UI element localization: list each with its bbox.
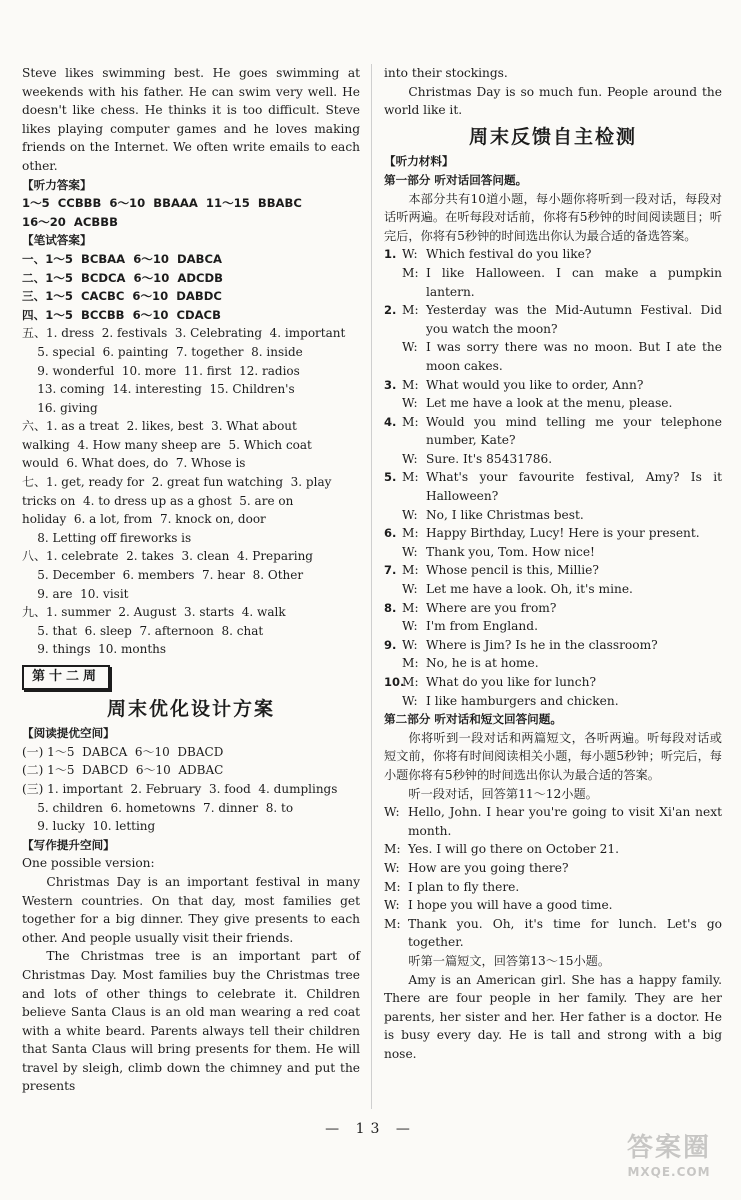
speaker-label: W: [402, 637, 418, 652]
watermark-url: MXQE.COM [627, 1165, 711, 1179]
answer-line: 5. December 6. members 7. hear 8. Other [22, 568, 304, 583]
answer-line: 16～20 ACBBB [22, 214, 118, 229]
answer-line: 四、1～5 BCCBB 6～10 CDACB [22, 307, 221, 322]
dialogue-text: Thank you. Oh, it's time for lunch. Let's go together. [408, 916, 722, 950]
dialogue-line [384, 524, 722, 543]
dialogue-number: 9. [384, 637, 397, 652]
dialogue-line [384, 338, 722, 375]
essay-continuation: into their stockings. [384, 66, 508, 80]
answer-line: (一) 1～5 DABCA 6～10 DBACD [22, 744, 224, 759]
speaker-label: W: [402, 619, 418, 634]
dialogue-text: I like Halloween. I can make a pumpkin lantern. [426, 265, 722, 299]
dialogue-line [384, 896, 722, 915]
dialogue-line [384, 413, 722, 450]
feedback-title: 周末反馈自主检测 [468, 125, 637, 148]
watermark-logo [606, 1132, 732, 1188]
dialog-intro: 听一段对话，回答第11～12小题。 [408, 786, 598, 801]
watermark-text: 答案圈 [626, 1133, 711, 1163]
passage-text: Amy is an American girl. She has a happy family. There are four people in her family. They are her parents, her sister and her. Her father is a doctor. He is busy every day. He is tall and strong with a big nose. [384, 972, 722, 1061]
dialogue-number: 5. [384, 470, 397, 485]
material-header: 【听力材料】 [384, 154, 454, 169]
dialogue-line [384, 636, 722, 655]
dialogue-number: 8. [384, 600, 397, 615]
speaker-label: W: [402, 693, 418, 708]
speaker-label: M: [384, 879, 401, 894]
dialogue-line [384, 840, 722, 859]
section-9 [22, 603, 360, 659]
answer-line: 五、1. dress 2. festivals 3. Celebrating 4. important [22, 326, 346, 341]
section-6 [22, 417, 360, 473]
dialogue-text: How are you going there? [408, 860, 569, 875]
dialogue-line [384, 506, 722, 525]
writing-header: 【写作提升空间】 [22, 837, 115, 852]
dialogue-line [384, 654, 722, 673]
speaker-label: M: [402, 303, 419, 318]
dialogue-two [384, 803, 722, 952]
dialogue-line [384, 692, 722, 711]
dialogue-line [384, 803, 722, 840]
dialogue-number: 7. [384, 563, 397, 578]
intro-paragraph: Steve likes swimming best. He goes swimming at weekends with his father. He can swim very well. He doesn't like chess. He thinks it is too difficult. Steve likes playing computer games and he loves making friends on the Internet. We often write emails to each other. [22, 66, 360, 173]
dialogue-text: Whose pencil is this, Millie? [426, 563, 599, 578]
listening-answers [22, 194, 360, 231]
written-answers-header: 【笔试答案】 [22, 233, 92, 248]
reading-answers [22, 743, 360, 836]
speaker-label: W: [402, 582, 418, 597]
dialogue-line [384, 301, 722, 338]
speaker-label: M: [402, 600, 419, 615]
speaker-label: W: [384, 805, 400, 820]
passage-intro: 听第一篇短文，回答第13～15小题。 [408, 953, 611, 968]
answer-line: 9. wonderful 10. more 11. first 12. radios [22, 363, 300, 378]
dialogue-line [384, 878, 722, 897]
speaker-label: M: [402, 675, 419, 689]
answer-line: tricks on 4. to dress up as a ghost 5. are on [22, 493, 294, 508]
dialogue-line [384, 450, 722, 469]
dialogue-text: What's your favourite festival, Amy? Is it Halloween? [426, 470, 722, 504]
answer-line: 二、1～5 BCDCA 6～10 ADCDB [22, 270, 223, 285]
one-possible-version: One possible version: [22, 856, 155, 871]
reading-header: 【阅读提优空间】 [22, 726, 115, 741]
dialogue-text: Let me have a look. Oh, it's mine. [426, 582, 633, 597]
dialogue-line [384, 561, 722, 580]
answer-line: 5. that 6. sleep 7. afternoon 8. chat [22, 623, 264, 638]
dialogue-number: 1. [384, 247, 397, 262]
essay-paragraph: The Christmas tree is an important part of Christmas Day. Most families buy the Christmas tree and lots of other things to celebrate it. Children believe Santa Claus is an old man wearing a red coat with a white beard. Parents always tell their children that Santa Claus will bring presents for them. He will travel by sleigh, climb down the chimney and put the presents [22, 949, 360, 1094]
dialogue-line [384, 394, 722, 413]
speaker-label: W: [402, 247, 418, 262]
speaker-label: W: [384, 860, 400, 875]
speaker-label: M: [402, 470, 419, 485]
answer-line: 三、1～5 CACBC 6～10 DABDC [22, 289, 222, 304]
speaker-label: M: [384, 916, 401, 931]
answer-line: 七、1. get, ready for 2. great fun watching 3. play [22, 475, 332, 490]
dialogue-text: Hello, John. I hear you're going to visit Xi'an next month. [408, 805, 722, 838]
dialogue-text: Thank you, Tom. How nice! [426, 544, 595, 559]
speaker-label: M: [402, 377, 419, 392]
dialogue-line [384, 915, 722, 952]
answer-line: 13. coming 14. interesting 15. Children's [22, 382, 295, 397]
dialogue-text: Where are you from? [426, 600, 557, 615]
answer-line: 一、1～5 BCBAA 6～10 DABCA [22, 251, 222, 266]
answer-line: (二) 1～5 DABCD 6～10 ADBAC [22, 763, 224, 778]
dialogue-number: 2. [384, 303, 397, 318]
answer-line: 9. are 10. visit [22, 586, 129, 601]
answer-line: (三) 1. important 2. February 3. food 4. dumplings [22, 781, 338, 796]
section-7 [22, 473, 360, 547]
right-column [384, 64, 722, 1063]
dialogue-text: Yesterday was the Mid-Autumn Festival. Did you watch the moon? [426, 303, 722, 336]
dialogue-text: Sure. It's 85431786. [426, 451, 553, 466]
dialogue-text: Yes. I will go there on October 21. [408, 842, 619, 857]
part2-header: 第二部分 听对话和短文回答问题。 [384, 712, 562, 727]
dialogue-text: No, he is at home. [426, 656, 539, 671]
part1-instructions: 本部分共有10道小题，每小题你将听到一段对话，每段对话听两遍。在听每段对话前，你将有5秒钟的时间阅读题目；听完后，你将有5秒钟的时间选出你认为最合适的备选答案。 [384, 191, 722, 243]
part1-header: 第一部分 听对话回答问题。 [384, 172, 528, 187]
essay-paragraph: Christmas Day is an important festival in many Western countries. On that day, most families get together for a big dinner. They give presents to each other. And people usually visit their friends. [22, 874, 360, 945]
dialogue-line [384, 673, 722, 692]
dialogue-text: Happy Birthday, Lucy! Here is your present. [426, 526, 700, 541]
speaker-label: M: [402, 526, 419, 541]
dialogue-text: I plan to fly there. [408, 879, 520, 894]
answer-line: walking 4. How many sheep are 5. Which coat [22, 437, 312, 452]
column-divider [371, 64, 372, 1109]
dialogue-line [384, 543, 722, 562]
dialogue-text: I was sorry there was no moon. But I ate the moon cakes. [426, 340, 722, 373]
dialogue-text: I'm from England. [426, 619, 538, 634]
speaker-label: W: [402, 340, 418, 355]
plan-title: 周末优化设计方案 [106, 697, 275, 720]
dialogue-list [384, 245, 722, 710]
speaker-label: W: [402, 507, 418, 522]
week-label: 第十二周 [22, 665, 110, 690]
speaker-label: M: [402, 563, 419, 578]
speaker-label: M: [402, 265, 419, 280]
answer-line: 九、1. summer 2. August 3. starts 4. walk [22, 605, 286, 620]
dialogue-line [384, 859, 722, 878]
dialogue-text: Would you mind telling me your telephone number, Kate? [426, 414, 722, 448]
dialogue-line [384, 468, 722, 505]
answer-line: holiday 6. a lot, from 7. knock on, door [22, 512, 266, 527]
dialogue-number: 4. [384, 414, 397, 429]
speaker-label: M: [402, 414, 419, 429]
answer-line: would 6. What does, do 7. Whose is [22, 456, 246, 471]
dialogue-line [384, 264, 722, 301]
speaker-label: M: [402, 656, 419, 671]
dialogue-text: I hope you will have a good time. [408, 898, 613, 913]
left-column [22, 64, 360, 1096]
written-answers [22, 250, 360, 324]
section-5 [22, 324, 360, 417]
answer-line: 5. children 6. hometowns 7. dinner 8. to [22, 800, 294, 815]
dialogue-line [384, 617, 722, 636]
answer-line: 8. Letting off fireworks is [22, 530, 192, 545]
speaker-label: W: [402, 544, 418, 559]
dialogue-line [384, 599, 722, 618]
answer-line: 9. things 10. months [22, 642, 167, 657]
speaker-label: W: [402, 451, 418, 466]
dialogue-text: Where is Jim? Is he in the classroom? [426, 637, 658, 652]
speaker-label: W: [384, 898, 400, 913]
dialogue-text: I like hamburgers and chicken. [426, 693, 619, 708]
essay-closing: Christmas Day is so much fun. People around the world like it. [384, 84, 722, 118]
answer-line: 16. giving [22, 400, 98, 415]
dialogue-number: 6. [384, 526, 397, 541]
answer-line: 1～5 CCBBB 6～10 BBAAA 11～15 BBABC [22, 196, 302, 211]
dialogue-text: Which festival do you like? [426, 247, 592, 262]
dialogue-number: 3. [384, 377, 397, 392]
dialogue-line [384, 580, 722, 599]
dialogue-text: What do you like for lunch? [426, 675, 596, 689]
answer-line: 六、1. as a treat 2. likes, best 3. What about [22, 419, 297, 434]
speaker-label: M: [384, 842, 401, 857]
dialogue-text: What would you like to order, Ann? [426, 377, 644, 392]
listening-answers-header: 【听力答案】 [22, 177, 92, 192]
dialogue-number: 10. [384, 675, 405, 689]
answer-line: 八、1. celebrate 2. takes 3. clean 4. Preparing [22, 549, 313, 564]
section-8 [22, 547, 360, 603]
answer-line: 9. lucky 10. letting [22, 819, 156, 834]
dialogue-line [384, 245, 722, 264]
dialogue-line [384, 376, 722, 395]
dialogue-text: Let me have a look at the menu, please. [426, 396, 673, 411]
dialogue-text: No, I like Christmas best. [426, 507, 584, 522]
answer-line: 5. special 6. painting 7. together 8. inside [22, 344, 303, 359]
part2-instructions: 你将听到一段对话和两篇短文，各听两遍。听每段对话或短文前，你将有时间阅读相关小题，每小题5秒钟；听完后，每小题你将有5秒钟的时间选出你认为最合适的答案。 [384, 730, 722, 782]
page-number: — 13 — [325, 1121, 416, 1137]
speaker-label: W: [402, 396, 418, 411]
